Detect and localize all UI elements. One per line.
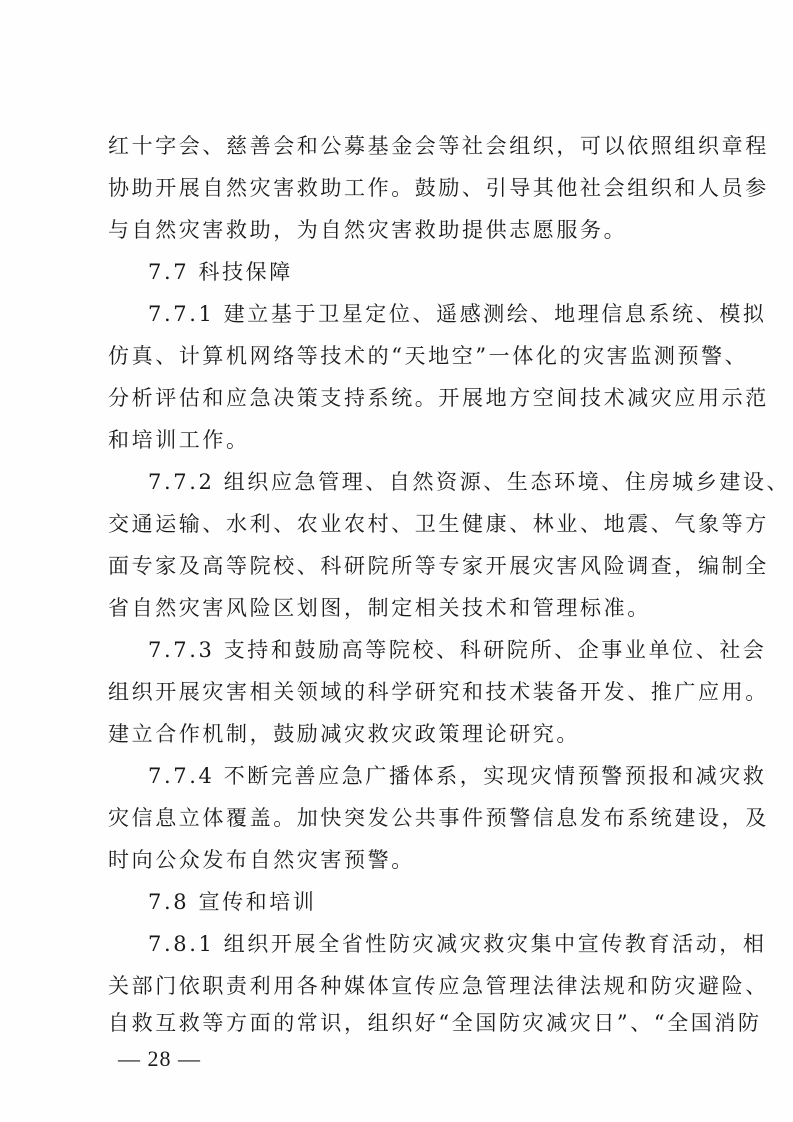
text-line: 灾信息立体覆盖。加快突发公共事件预警信息发布系统建设，及 [108, 806, 769, 830]
paragraph-start: 7.7.2 组织应急管理、自然资源、生态环境、住房城乡建设、 [148, 470, 791, 494]
text-line: 建立合作机制，鼓励减灾救灾政策理论研究。 [108, 722, 580, 746]
paragraph-start: 7.7.4 不断完善应急广播体系，实现灾情预警预报和减灾救 [148, 764, 767, 788]
paragraph-start: 7.7.3 支持和鼓励高等院校、科研院所、企事业单位、社会 [148, 638, 767, 662]
text-line: 组织开展灾害相关领域的科学研究和技术装备开发、推广应用。 [108, 680, 769, 704]
text-line: 自救互救等方面的常识，组织好“全国防灾减灾日”、“全国消防 [108, 1011, 762, 1035]
section-heading: 7.8 宣传和培训 [148, 890, 317, 914]
text-line: 仿真、计算机网络等技术的“天地空”一体化的灾害监测预警、 [108, 344, 749, 368]
text-line: 时向公众发布自然灾害预警。 [108, 848, 415, 872]
text-line: 省自然灾害风险区划图，制定相关技术和管理标准。 [108, 596, 651, 620]
text-line: 与自然灾害救助，为自然灾害救助提供志愿服务。 [108, 218, 628, 242]
text-line: 分析评估和应急决策支持系统。开展地方空间技术减灾应用示范 [108, 386, 769, 410]
text-line: 和培训工作。 [108, 428, 250, 452]
page-number: — 28 — [118, 1046, 201, 1071]
text-line: 关部门依职责利用各种媒体宣传应急管理法律法规和防灾避险、 [108, 974, 769, 998]
text-line: 面专家及高等院校、科研院所等专家开展灾害风险调查，编制全 [108, 554, 769, 578]
text-line: 红十字会、慈善会和公募基金会等社会组织，可以依照组织章程 [108, 134, 769, 158]
section-heading: 7.7 科技保障 [148, 260, 293, 284]
paragraph-start: 7.8.1 组织开展全省性防灾减灾救灾集中宣传教育活动，相 [148, 932, 767, 956]
text-line: 交通运输、水利、农业农村、卫生健康、林业、地震、气象等方 [108, 512, 769, 536]
text-line: 协助开展自然灾害救助工作。鼓励、引导其他社会组织和人员参 [108, 176, 769, 200]
paragraph-start: 7.7.1 建立基于卫星定位、遥感测绘、地理信息系统、模拟 [148, 302, 767, 326]
